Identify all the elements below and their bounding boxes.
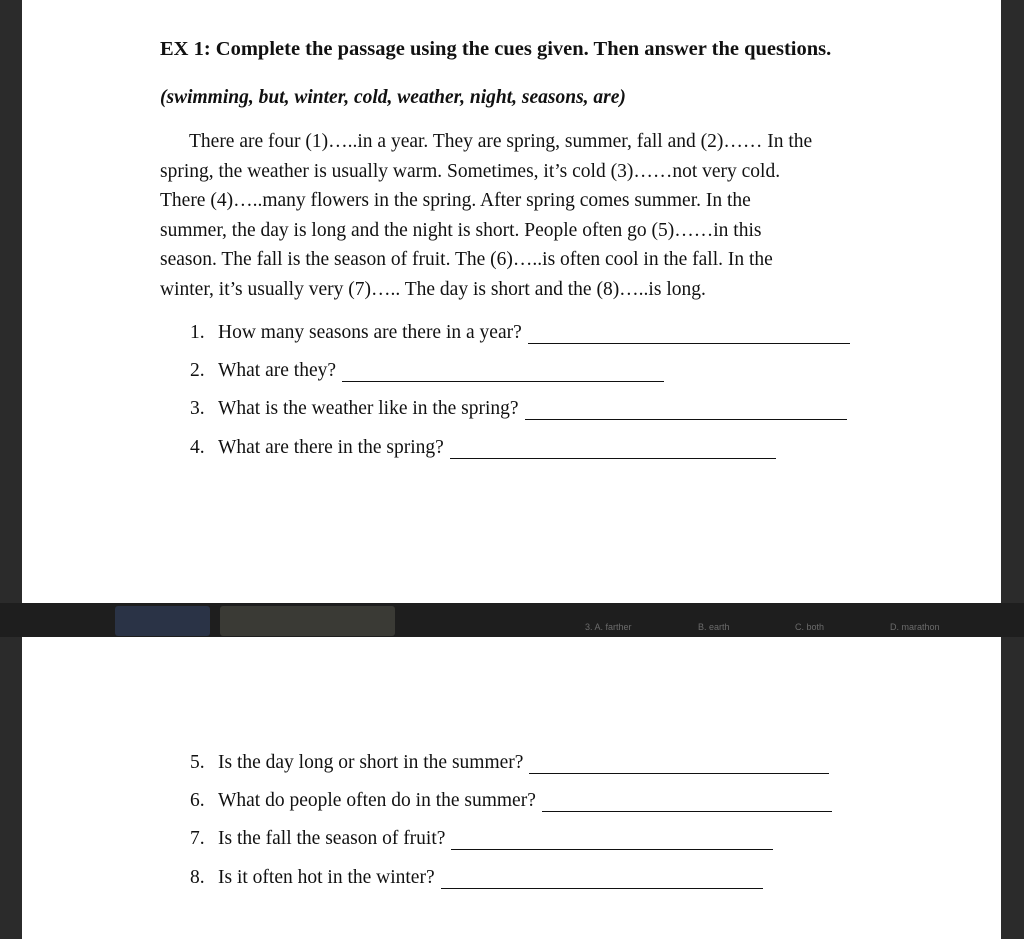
question-number: 7. (190, 828, 205, 850)
question-number: 5. (190, 752, 205, 773)
question-text: What is the weather like in the spring? (218, 398, 519, 420)
question-text: What are there in the spring? (218, 436, 444, 458)
answer-blank[interactable] (525, 398, 847, 420)
passage (160, 127, 920, 305)
option-text: C. both (795, 622, 825, 632)
question-number: 2. (190, 360, 205, 382)
question-number: 6. (190, 790, 205, 812)
answer-blank[interactable] (542, 790, 832, 812)
passage-line: season. The fall is the season of fruit. The (6)…..is often cool in the fall. In the (160, 249, 773, 271)
question-number: 4. (190, 436, 205, 458)
answer-blank[interactable] (342, 360, 664, 382)
question-text: Is the fall the season of fruit? (218, 828, 446, 850)
between-pages-strip (0, 603, 1024, 637)
passage-line: summer, the day is long and the night is short. People often go (5)……in this (160, 219, 762, 241)
exercise-cues: (swimming, but, winter, cold, weather, night, seasons, are) (160, 87, 626, 108)
option-text: 3. A. farther (585, 622, 632, 632)
question-item (190, 790, 832, 828)
thumbnail-image (220, 606, 395, 636)
thumbnail-image (115, 606, 210, 636)
question-text: What are they? (218, 360, 337, 382)
question-text: How many seasons are there in a year? (218, 322, 522, 343)
option-text: D. marathon (890, 622, 940, 632)
passage-line: There (4)…..many flowers in the spring. After spring comes summer. In the (160, 190, 751, 212)
question-item (190, 398, 850, 436)
question-item (190, 752, 832, 790)
answer-blank[interactable] (441, 867, 763, 889)
exercise-title: EX 1: Complete the passage using the cues given. Then answer the questions. (160, 38, 832, 60)
answer-blank[interactable] (529, 752, 829, 774)
question-item (190, 828, 832, 866)
document-page-2 (22, 637, 1001, 939)
question-text: What do people often do in the summer? (218, 790, 536, 812)
question-number: 1. (190, 322, 205, 343)
answer-blank[interactable] (450, 437, 776, 459)
answer-blank[interactable] (528, 322, 850, 344)
document-page-1 (22, 0, 1001, 603)
passage-line: winter, it’s usually very (7)….. The day is short and the (8)…..is long. (160, 278, 706, 300)
option-text: B. earth (698, 622, 730, 632)
question-list-2 (190, 752, 832, 905)
question-item (190, 867, 832, 905)
question-item (190, 437, 850, 475)
question-item (190, 322, 850, 360)
question-item (190, 360, 850, 398)
answer-options-row (585, 622, 985, 636)
question-list-1 (190, 322, 850, 475)
question-text: Is the day long or short in the summer? (218, 752, 524, 773)
passage-line: There are four (1)…..in a year. They are spring, summer, fall and (2)…… In the (189, 131, 813, 152)
question-number: 8. (190, 866, 205, 888)
question-number: 3. (190, 398, 205, 420)
passage-line: spring, the weather is usually warm. Sometimes, it’s cold (3)……not very cold. (160, 160, 781, 182)
question-text: Is it often hot in the winter? (218, 866, 435, 888)
answer-blank[interactable] (451, 828, 773, 850)
